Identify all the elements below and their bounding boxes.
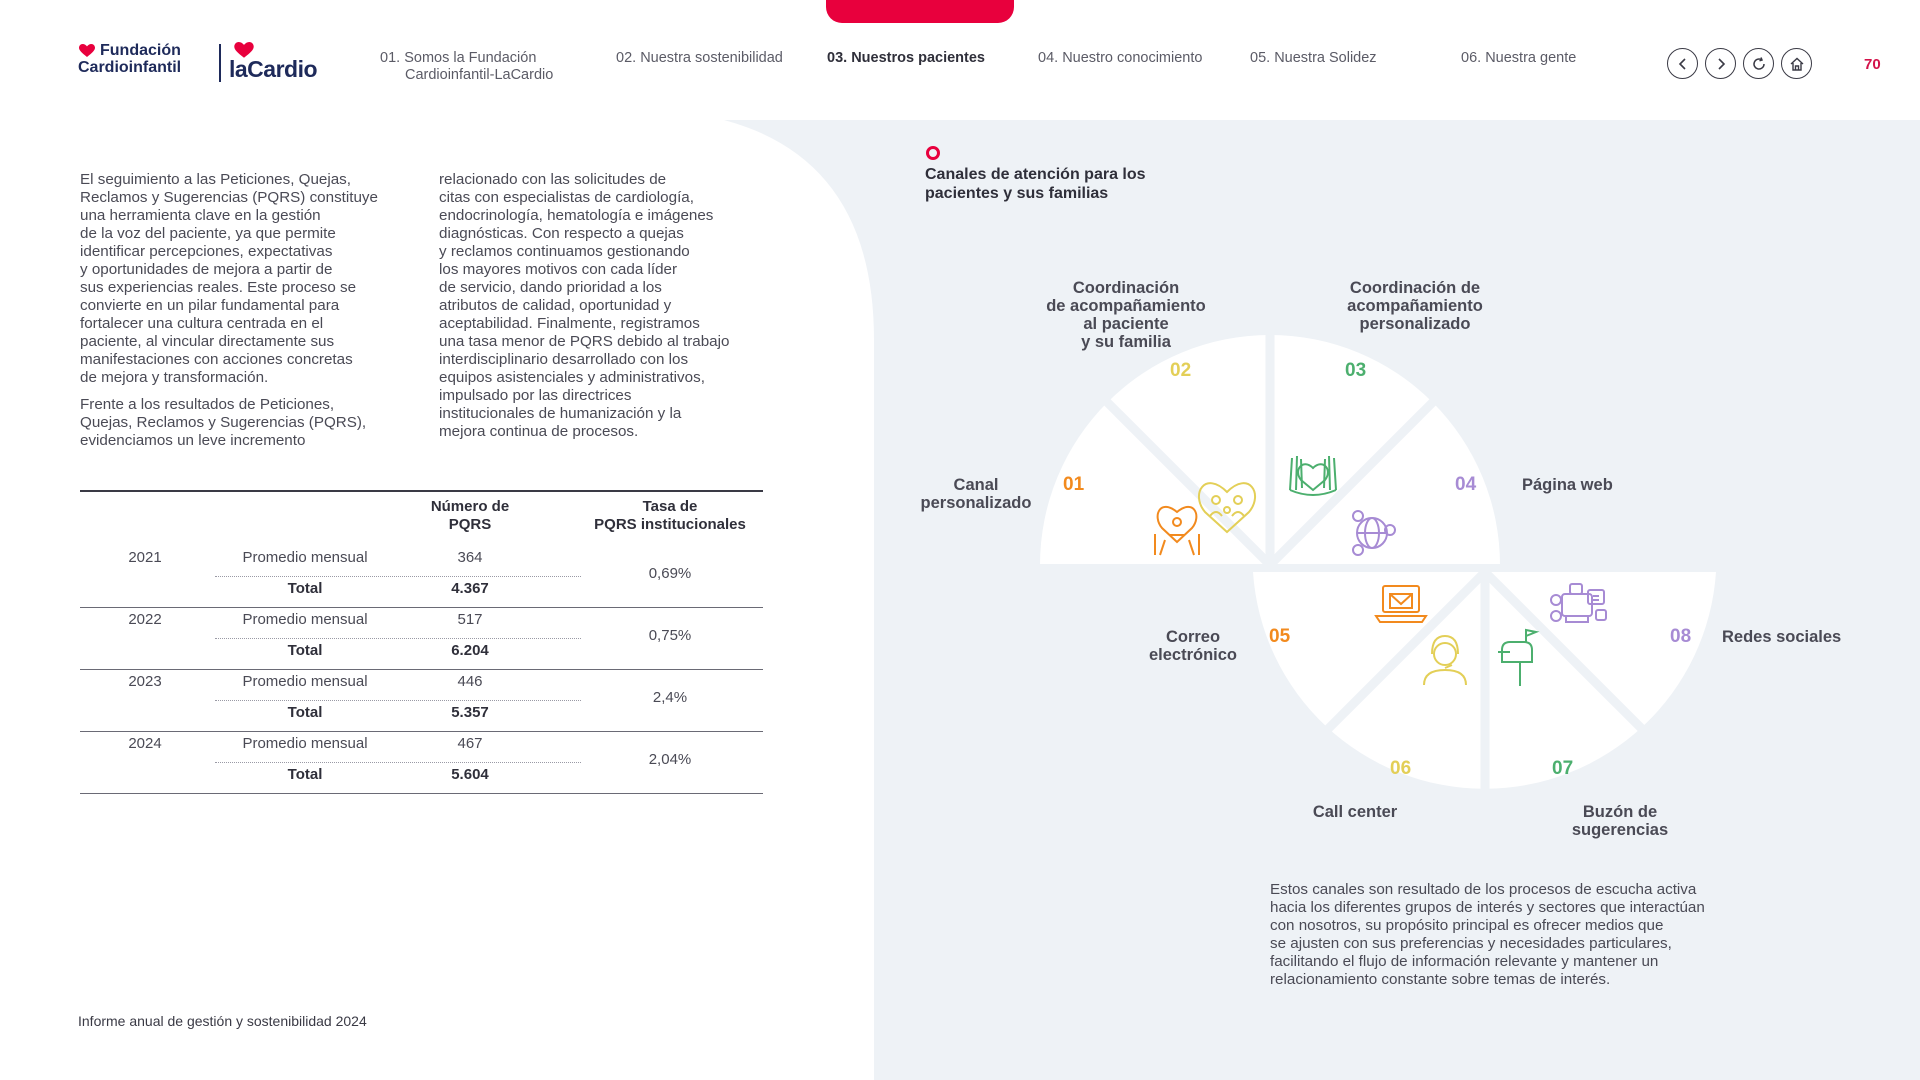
row-monthly-label: Promedio mensual (242, 735, 368, 752)
nav-item-gente[interactable] (1461, 50, 1576, 67)
channels-note: Estos canales son resultado de los procesos de escucha activa hacia los diferentes grupos de interés y sectores que interactúan con nosotros, su propósito principal es ofrecer medios que se ajusten con sus preferencias y necesidades particulares, facilitando el flujo de información relevante y mantener un relacionamiento constante sobre temas de interés. (1270, 881, 1705, 988)
channel-number: 02 (1170, 360, 1192, 381)
nav-item-solidez[interactable] (1250, 50, 1377, 67)
previous-page-button[interactable] (1667, 48, 1698, 79)
header-count: Número de PQRS (430, 498, 510, 533)
row-total-label: Total (287, 642, 323, 659)
row-monthly-value: 467 (457, 735, 483, 752)
channel-label: Coordinación de acompañamiento personalizado (1347, 279, 1483, 333)
chevron-left-icon (1675, 56, 1691, 72)
chevron-right-icon (1713, 56, 1729, 72)
nav-item-number: 05. (1250, 50, 1271, 66)
row-rate: 2,04% (648, 751, 692, 768)
logo-line1: Fundación (100, 42, 181, 59)
row-monthly-value: 446 (457, 673, 483, 690)
page-number: 70 (1864, 56, 1881, 73)
row-rate: 0,69% (648, 565, 692, 582)
nav-item-number: 03. (827, 50, 848, 66)
row-monthly-label: Promedio mensual (242, 673, 368, 690)
upper-semicircle (1035, 330, 1505, 568)
row-year: 2024 (128, 735, 162, 752)
logo-fundacion-text (78, 42, 181, 76)
channels-title: Canales de atención para los pacientes y sus familias (925, 166, 1146, 202)
logo-brand-text: laCardio (229, 56, 318, 82)
logo[interactable] (78, 42, 328, 84)
logo-divider (219, 44, 221, 82)
row-total-value: 6.204 (451, 642, 489, 659)
channel-label: Buzón de sugerencias (1571, 803, 1669, 839)
channel-label: Redes sociales (1722, 628, 1842, 646)
row-year: 2023 (128, 673, 162, 690)
channel-label: Página web (1522, 476, 1613, 494)
nav-item-label: Nuestra sostenibilidad (640, 50, 783, 66)
row-total-label: Total (287, 766, 323, 783)
nav-item-sostenibilidad[interactable] (616, 50, 783, 67)
row-total-value: 5.357 (451, 704, 489, 721)
home-icon (1789, 56, 1805, 72)
nav-item-number: 01. (380, 50, 401, 66)
row-rate: 2,4% (652, 689, 688, 706)
intro-paragraph: El seguimiento a las Peticiones, Quejas, Reclamos y Sugerencias (PQRS) constituye una herramienta clave en la gestión de la voz del paciente, ya que permite identificar percepciones, expectativas y oportunidades de mejora a partir de sus experiencias reales. Este proceso se convierte en un pilar fundamental para fortalecer una cultura centrada en el paciente, al vincular directamente sus manifestaciones con acciones concretas de mejora y transformación. (80, 171, 378, 386)
channel-number: 08 (1670, 626, 1692, 647)
row-year: 2022 (128, 611, 162, 628)
channel-number: 03 (1345, 360, 1367, 381)
channel-number: 01 (1063, 474, 1085, 495)
nav-item-label: Nuestros pacientes (851, 50, 985, 66)
channel-number: 05 (1269, 626, 1291, 647)
lower-semicircle (1253, 572, 1716, 810)
footer-report-title: Informe anual de gestión y sostenibilidad 2024 (78, 1013, 367, 1029)
channel-number: 04 (1455, 474, 1477, 495)
channel-label: Canal personalizado (920, 476, 1032, 512)
logo-line2: Cardioinfantil (78, 59, 182, 76)
nav-item-label-line2: Cardioinfantil-LaCardio (405, 67, 554, 83)
nav-item-label: Nuestro conocimiento (1062, 50, 1203, 66)
active-section-marker (826, 0, 1014, 23)
home-button[interactable] (1781, 48, 1812, 79)
intro-paragraph: relacionado con las solicitudes de citas con especialistas de cardiología, endocrinología, hematología e imágenes diagnósticas. Con respecto a quejas y reclamos continuamos gestionando los mayores motivos con cada líder de servicio, dando prioridad a los atributos de calidad, oportunidad y aceptabilidad. Finalmente, registramos una tasa menor de PQRS debido al trabajo interdisciplinario desarrollado con los equipos asistenciales y administrativos, impulsado por las directrices institucionales de humanización y la mejora continua de procesos. (439, 171, 730, 440)
nav-item-somos[interactable] (380, 50, 553, 84)
channel-label: Call center (1312, 803, 1398, 821)
row-total-value: 4.367 (451, 580, 489, 597)
top-navigation-bar (0, 0, 1920, 120)
row-total-value: 5.604 (451, 766, 489, 783)
header-rate-line2: PQRS institucionales (594, 516, 746, 533)
row-monthly-label: Promedio mensual (242, 549, 368, 566)
nav-item-number: 02. (616, 50, 637, 66)
nav-item-label: Nuestra gente (1485, 50, 1577, 66)
channel-number: 07 (1552, 758, 1574, 779)
nav-item-label: Somos la Fundación (404, 50, 537, 66)
nav-item-conocimiento[interactable] (1038, 50, 1202, 67)
intro-paragraph: Frente a los resultados de Peticiones, Quejas, Reclamos y Sugerencias (PQRS), evidenciamos un leve incremento (80, 396, 367, 449)
nav-item-number: 04. (1038, 50, 1059, 66)
nav-item-label: Nuestra Solidez (1274, 50, 1377, 66)
header-rate-line1: Tasa de (642, 498, 698, 515)
row-rate: 0,75% (648, 627, 692, 644)
row-total-label: Total (287, 580, 323, 597)
next-page-button[interactable] (1705, 48, 1736, 79)
row-monthly-label: Promedio mensual (242, 611, 368, 628)
refresh-button[interactable] (1743, 48, 1774, 79)
row-total-label: Total (287, 704, 323, 721)
channel-label: Correo electrónico (1148, 628, 1238, 664)
channel-label: Coordinación de acompañamiento al paciente y su familia (1046, 279, 1206, 351)
row-monthly-value: 364 (457, 549, 483, 566)
nav-item-pacientes[interactable] (827, 50, 985, 67)
row-year: 2021 (128, 549, 162, 566)
channel-number: 06 (1390, 758, 1412, 779)
nav-item-number: 06. (1461, 50, 1482, 66)
refresh-icon (1751, 56, 1767, 72)
row-monthly-value: 517 (457, 611, 483, 628)
